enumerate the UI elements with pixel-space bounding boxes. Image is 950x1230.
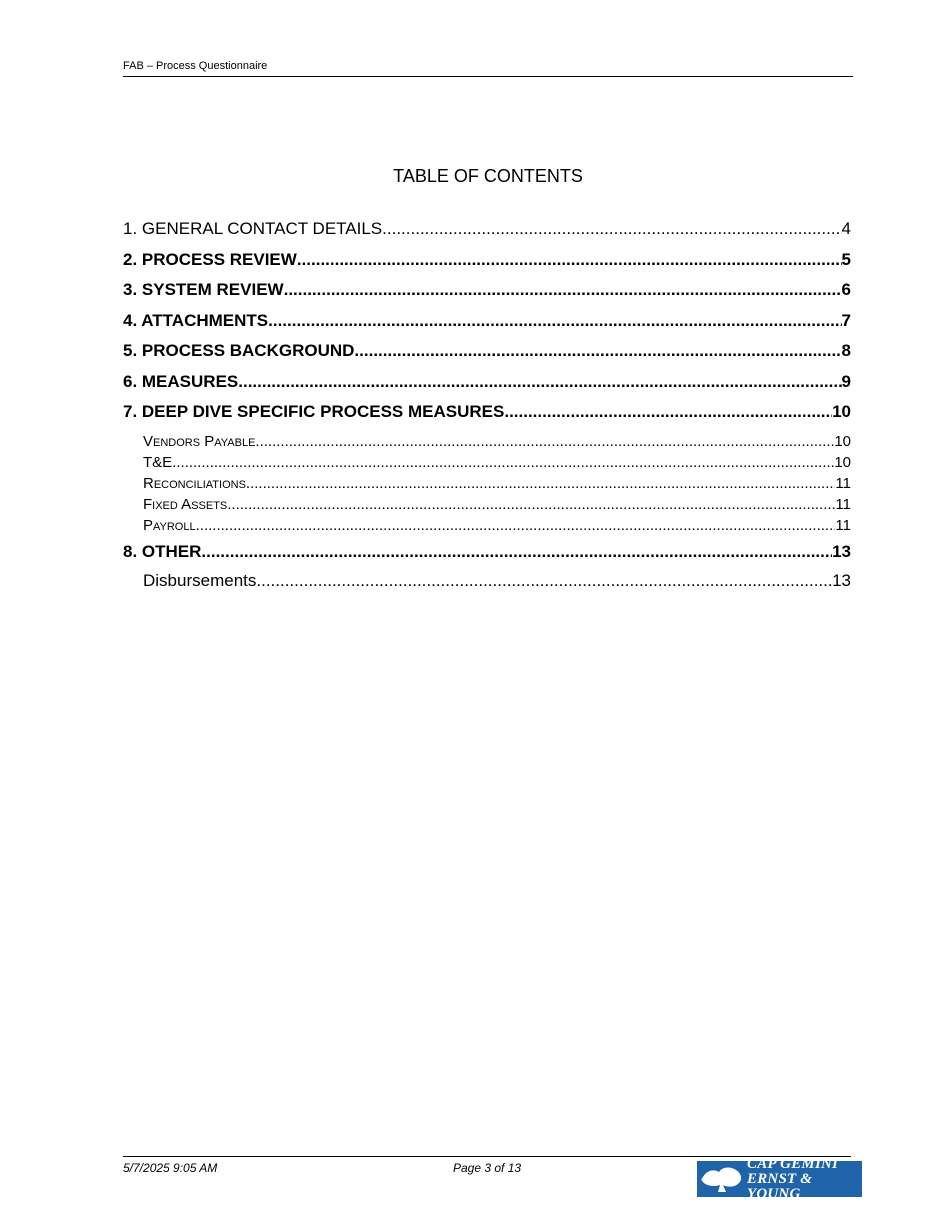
footer-date: 5/7/2025 9:05 AM (123, 1161, 218, 1175)
toc-entry-general-contact-details[interactable] (123, 218, 851, 249)
footer-page-number: Page 3 of 13 (453, 1161, 522, 1175)
toc-entry-label: 3. SYSTEM REVIEW (123, 280, 284, 299)
toc-entry-label: Reconciliations (143, 474, 246, 492)
toc-entry-attachments[interactable] (123, 310, 851, 341)
table-of-contents (123, 218, 851, 592)
toc-entry-page: 10 (834, 432, 851, 450)
toc-leader-dots (382, 218, 841, 240)
toc-entry-label: 2. PROCESS REVIEW (123, 249, 297, 269)
toc-entry-label: T&E (143, 453, 173, 471)
toc-leader-dots (201, 541, 832, 563)
toc-entry-page: 11 (835, 474, 851, 492)
toc-entry-system-review[interactable] (123, 279, 851, 310)
toc-entry-page: 4 (841, 219, 851, 238)
logo-line-2: ERNST & YOUNG (747, 1170, 813, 1202)
toc-entry-deep-dive-measures[interactable] (123, 401, 851, 432)
toc-leader-dots (256, 571, 832, 591)
toc-entry-page: 13 (832, 541, 851, 561)
toc-entry-label: 1. GENERAL CONTACT DETAILS (123, 219, 383, 238)
toc-entry-page: 10 (834, 453, 851, 471)
toc-leader-dots (268, 310, 841, 332)
toc-entry-reconciliations[interactable] (123, 474, 851, 495)
toc-entry-t-and-e[interactable] (123, 453, 851, 474)
toc-entry-label: 4. ATTACHMENTS (123, 310, 269, 330)
toc-entry-page: 6 (841, 280, 851, 299)
toc-entry-process-review[interactable] (123, 249, 851, 280)
toc-entry-page: 9 (841, 371, 851, 391)
toc-leader-dots (284, 279, 842, 301)
toc-entry-label: Fixed Assets (143, 495, 228, 513)
toc-entry-label: 5. PROCESS BACKGROUND (123, 341, 355, 360)
toc-leader-dots (297, 249, 842, 271)
toc-entry-page: 8 (841, 341, 851, 360)
toc-entry-disbursements[interactable] (123, 571, 851, 592)
logo-line-1: CAP GEMINI (747, 1155, 839, 1172)
toc-leader-dots (238, 371, 841, 393)
toc-leader-dots (172, 453, 834, 473)
toc-leader-dots (227, 495, 835, 515)
toc-entry-page: 11 (835, 516, 851, 534)
toc-entry-label: 8. OTHER (123, 541, 202, 561)
toc-entry-page: 7 (841, 310, 851, 330)
page-header (123, 56, 853, 77)
toc-entry-other[interactable] (123, 541, 851, 572)
company-logo (697, 1155, 862, 1202)
header-title: FAB – Process Questionnaire (123, 60, 268, 72)
toc-entry-label: Vendors Payable (143, 432, 256, 450)
toc-entry-vendors-payable[interactable] (123, 432, 851, 453)
toc-leader-dots (196, 516, 836, 536)
toc-leader-dots (354, 340, 841, 362)
toc-leader-dots (246, 474, 836, 494)
toc-entry-fixed-assets[interactable] (123, 495, 851, 516)
toc-entry-page: 13 (832, 571, 851, 590)
logo-wordmark (745, 1157, 862, 1202)
toc-entry-label: 6. MEASURES (123, 371, 239, 391)
toc-entry-label: Payroll (143, 516, 196, 534)
toc-leader-dots (255, 432, 834, 452)
toc-entry-page: 5 (841, 249, 851, 269)
toc-leader-dots (504, 401, 832, 423)
toc-title: TABLE OF CONTENTS (393, 166, 583, 186)
toc-entry-label: 7. DEEP DIVE SPECIFIC PROCESS MEASURES (123, 402, 505, 421)
spade-icon (697, 1161, 745, 1197)
toc-entry-process-background[interactable] (123, 340, 851, 371)
toc-entry-measures[interactable] (123, 371, 851, 402)
toc-entry-label: Disbursements (143, 571, 257, 590)
toc-entry-payroll[interactable] (123, 516, 851, 541)
toc-entry-page: 10 (832, 402, 851, 421)
toc-entry-page: 11 (835, 495, 851, 513)
